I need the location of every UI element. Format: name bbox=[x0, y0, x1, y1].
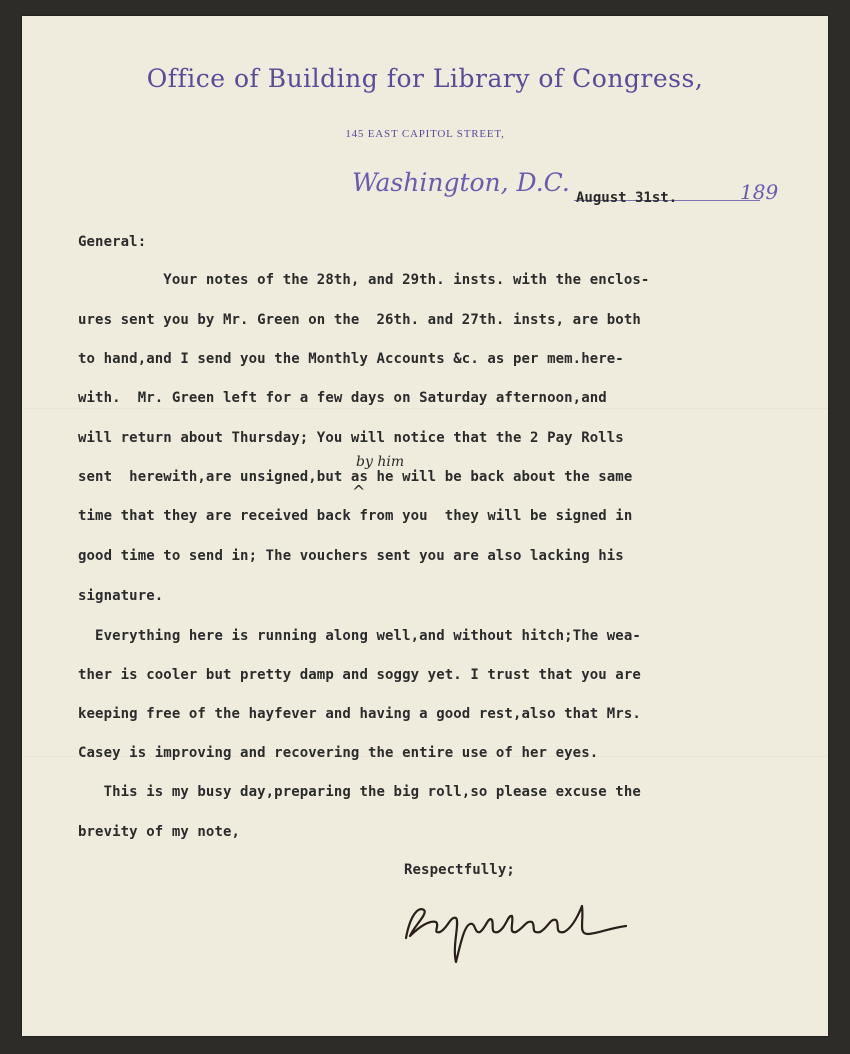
body-line: ures sent you by Mr. Green on the 26th. and 27th. insts, are both bbox=[78, 312, 641, 328]
dateline-date: August 31st. bbox=[576, 190, 678, 206]
body-line: ther is cooler but pretty damp and soggy yet. I trust that you are bbox=[78, 667, 641, 683]
dateline-year: 189 bbox=[740, 180, 779, 204]
body-line: signature. bbox=[78, 588, 164, 604]
handwritten-signature bbox=[400, 876, 630, 966]
body-line: to hand,and I send you the Monthly Accounts &c. as per mem.here- bbox=[78, 351, 624, 367]
body-line: This is my busy day,preparing the big roll,so please excuse the bbox=[78, 784, 641, 800]
letterhead-title: Office of Building for Library of Congress, bbox=[146, 64, 704, 93]
handwritten-insertion: by him bbox=[356, 454, 405, 470]
body-line: good time to send in; The vouchers sent you are also lacking his bbox=[78, 548, 624, 564]
salutation: General: bbox=[78, 234, 147, 250]
body-line: Your notes of the 28th, and 29th. insts. with the enclos- bbox=[78, 272, 650, 288]
dateline-place: Washington, D.C. bbox=[352, 168, 570, 197]
letter-page bbox=[22, 16, 828, 1036]
insertion-caret: ^ bbox=[352, 482, 366, 501]
closing: Respectfully; bbox=[404, 862, 515, 878]
body-line: brevity of my note, bbox=[78, 824, 241, 840]
body-line: Everything here is running along well,and without hitch;The wea- bbox=[78, 628, 641, 644]
body-line: with. Mr. Green left for a few days on Saturday afternoon,and bbox=[78, 390, 607, 406]
body-line: Casey is improving and recovering the entire use of her eyes. bbox=[78, 745, 599, 761]
body-line: time that they are received back from you they will be signed in bbox=[78, 508, 633, 524]
fold-line bbox=[22, 408, 828, 410]
body-line: sent herewith,are unsigned,but as he will be back about the same bbox=[78, 469, 633, 485]
body-line: keeping free of the hayfever and having a good rest,also that Mrs. bbox=[78, 706, 641, 722]
letterhead-address: 145 EAST CAPITOL STREET, bbox=[345, 128, 505, 140]
body-line: will return about Thursday; You will notice that the 2 Pay Rolls bbox=[78, 430, 624, 446]
